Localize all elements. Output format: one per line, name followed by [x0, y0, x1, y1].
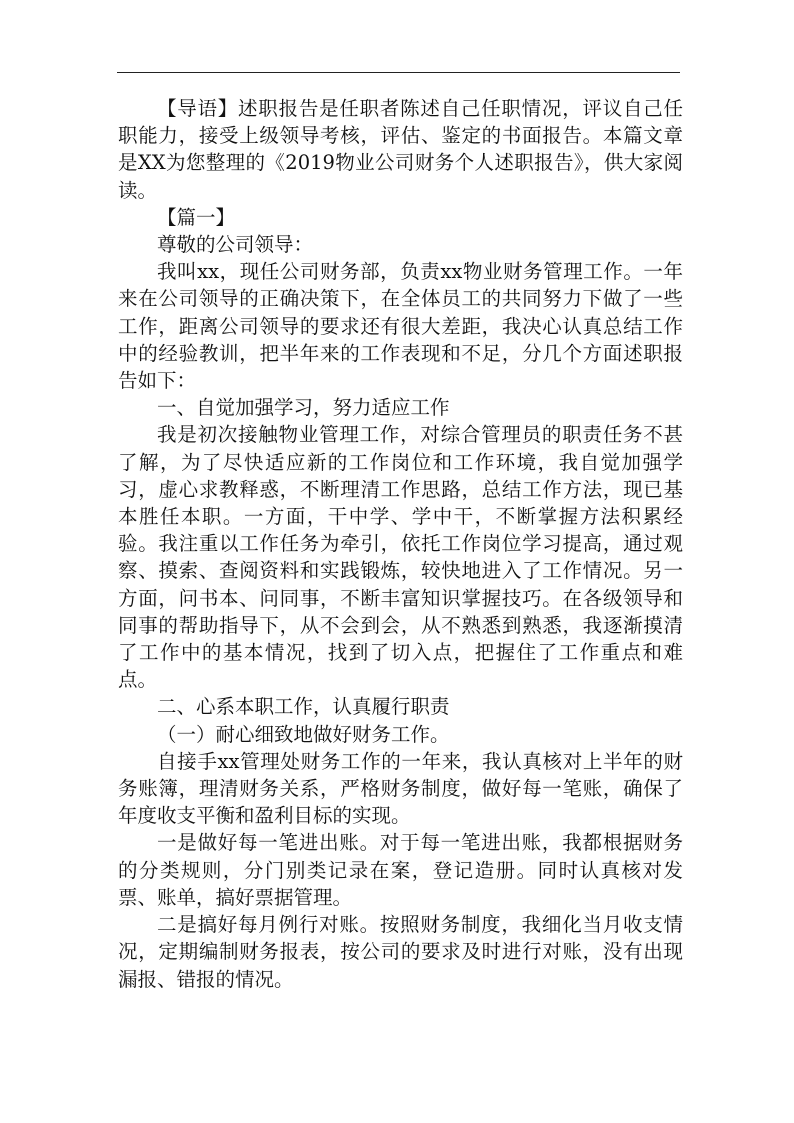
subsection-heading: （一）耐心细致地做好财务工作。	[157, 722, 450, 746]
section-heading: 二、心系本职工作，认真履行职责	[157, 695, 450, 719]
salutation: 尊敬的公司领导：	[157, 233, 314, 257]
document-body	[118, 95, 683, 993]
body-paragraph: 自接手xx管理处财务工作的一年来，我认真核对上半年的财务账簿，理清财务关系，严格财务制度，做好每一笔账，确保了年度收支平衡和盈利目标的实现。	[118, 749, 683, 828]
header-rule	[117, 72, 680, 73]
body-paragraph: 我是初次接触物业管理工作，对综合管理员的职责任务不甚了解，为了尽快适应新的工作岗位和工作环境，我自觉加强学习，虚心求教释惑，不断理清工作思路，总结工作方法，现已基本胜任本职。一方面，干中学、学中干，不断掌握方法积累经验。我注重以工作任务为牵引，依托工作岗位学习提高，通过观察、摸索、查阅资料和实践锻炼，较快地进入了工作情况。另一方面，问书本、问同事，不断丰富知识掌握技巧。在各级领导和同事的帮助指导下，从不会到会，从不熟悉到熟悉，我逐渐摸清了工作中的基本情况，找到了切入点，把握住了工作重点和难点。	[118, 423, 683, 692]
intro-paragraph: 【导语】述职报告是任职者陈述自己任职情况，评议自己任职能力，接受上级领导考核，评估、鉴定的书面报告。本篇文章是XX为您整理的《2019物业公司财务个人述职报告》，供大家阅读。	[118, 97, 683, 202]
body-paragraph: 我叫xx，现任公司财务部，负责xx物业财务管理工作。一年来在公司领导的正确决策下，在全体员工的共同努力下做了一些工作，距离公司领导的要求还有很大差距，我决心认真总结工作中的经验教训，把半年来的工作表现和不足，分几个方面述职报告如下：	[118, 260, 683, 393]
body-paragraph: 二是搞好每月例行对账。按照财务制度，我细化当月收支情况，定期编制财务报表，按公司的要求及时进行对账，没有出现漏报、错报的情况。	[118, 913, 683, 991]
section-heading-part-one: 【篇一】	[157, 205, 236, 229]
section-heading: 一、自觉加强学习，努力适应工作	[157, 396, 450, 420]
body-paragraph: 一是做好每一笔进出账。对于每一笔进出账，我都根据财务的分类规则，分门别类记录在案，登记造册。同时认真核对发票、账单，搞好票据管理。	[118, 831, 683, 909]
